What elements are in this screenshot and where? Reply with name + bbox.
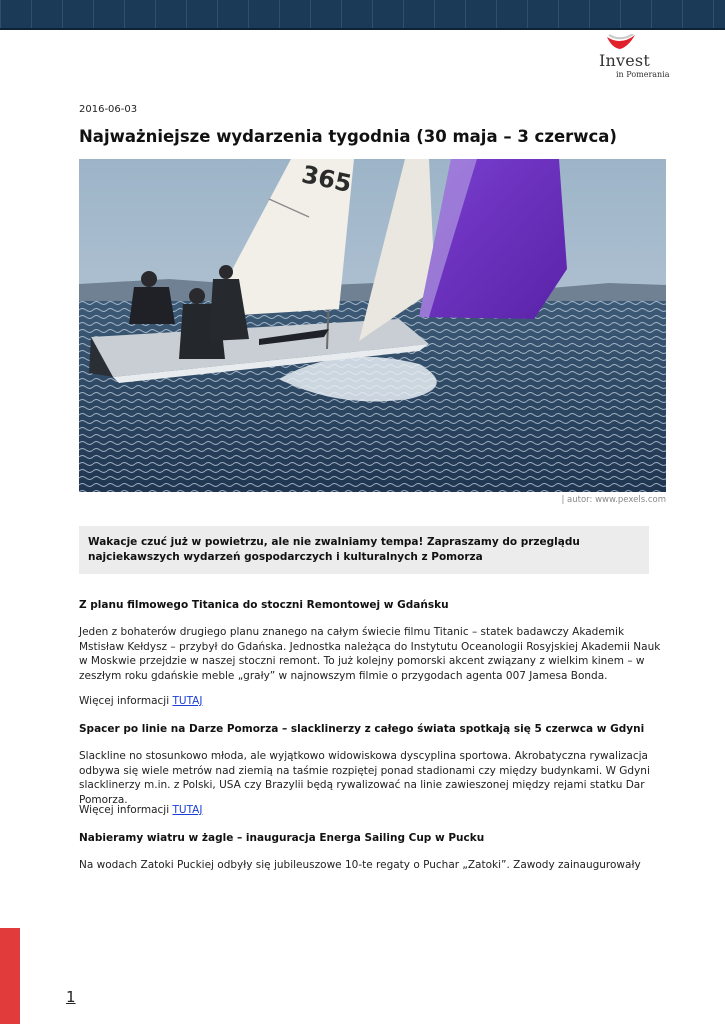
section-heading: Spacer po linie na Darze Pomorza – slacklinerzy z całego świata spotkają się 5 czerwca w Gdyni — [79, 723, 645, 735]
section-heading: Nabieramy wiatru w żagle – inauguracja Energa Sailing Cup w Pucku — [79, 832, 485, 844]
article-section-slackline — [79, 722, 669, 807]
invest-in-pomerania-logo[interactable] — [596, 34, 668, 82]
more-info-link[interactable]: TUTAJ — [172, 695, 203, 707]
sailing-photo — [79, 159, 666, 492]
logo-flag-icon — [606, 34, 636, 50]
section-body: Na wodach Zatoki Puckiej odbyły się jubileuszowe 10-te regaty o Puchar „Zatoki”. Zawody zainaugurowały — [79, 859, 641, 871]
more-info-line — [79, 804, 202, 816]
more-info-label: Więcej informacji — [79, 804, 170, 816]
lead-box: Wakacje czuć już w powietrzu, ale nie zwalniamy tempa! Zapraszamy do przeglądu najciekawszych wydarzeń gospodarczych i kulturalnych z Pomorza — [79, 526, 649, 574]
page-title: Najważniejsze wydarzenia tygodnia (30 maja – 3 czerwca) — [79, 127, 617, 146]
section-body: Jeden z bohaterów drugiego planu znanego na całym świecie filmu Titanic – statek badawczy Akademik Mstisław Kełdysz – przybył do Gdańska. Jednostka należąca do Instytutu Oceanologii Rosyjskiej Akademii Nauk w Moskwie przejdzie w naszej stoczni remont. To już kolejny pomorski akcent związany z wielkim kinem – w zeszłym roku gdańskie meble „grały” w najnowszym filmie o przygodach agenta 007 Jamesa Bonda. — [79, 626, 661, 682]
logo-subtitle: in Pomerania — [616, 70, 670, 79]
more-info-link[interactable]: TUTAJ — [172, 804, 203, 816]
section-body: Slackline no stosunkowo młoda, ale wyjątkowo widowiskowa dyscyplina sportowa. Akrobatyczna rywalizacja odbywa się wiele metrów nad ziemią na taśmie rozpiętej ponad stadionami czy między budynkami. W Gdyni slacklinerzy m.in. z Polski, USA czy Brazylii będą rywalizować na linie zawieszonej między rejami statku Dar Pomorza. — [79, 750, 650, 806]
article-section-sailing-cup — [79, 831, 669, 873]
top-banner — [0, 0, 725, 30]
side-accent-bar — [0, 928, 20, 1024]
logo-title: Invest — [599, 51, 650, 70]
publish-date: 2016-06-03 — [79, 104, 138, 115]
sail-number: 365 — [299, 160, 355, 199]
photo-credit: | autor: www.pexels.com — [561, 495, 666, 505]
more-info-label: Więcej informacji — [79, 695, 170, 707]
page-number: 1 — [66, 988, 76, 1006]
section-heading: Z planu filmowego Titanica do stoczni Remontowej w Gdańsku — [79, 599, 449, 611]
more-info-line — [79, 695, 202, 707]
article-section-titanic — [79, 598, 669, 683]
